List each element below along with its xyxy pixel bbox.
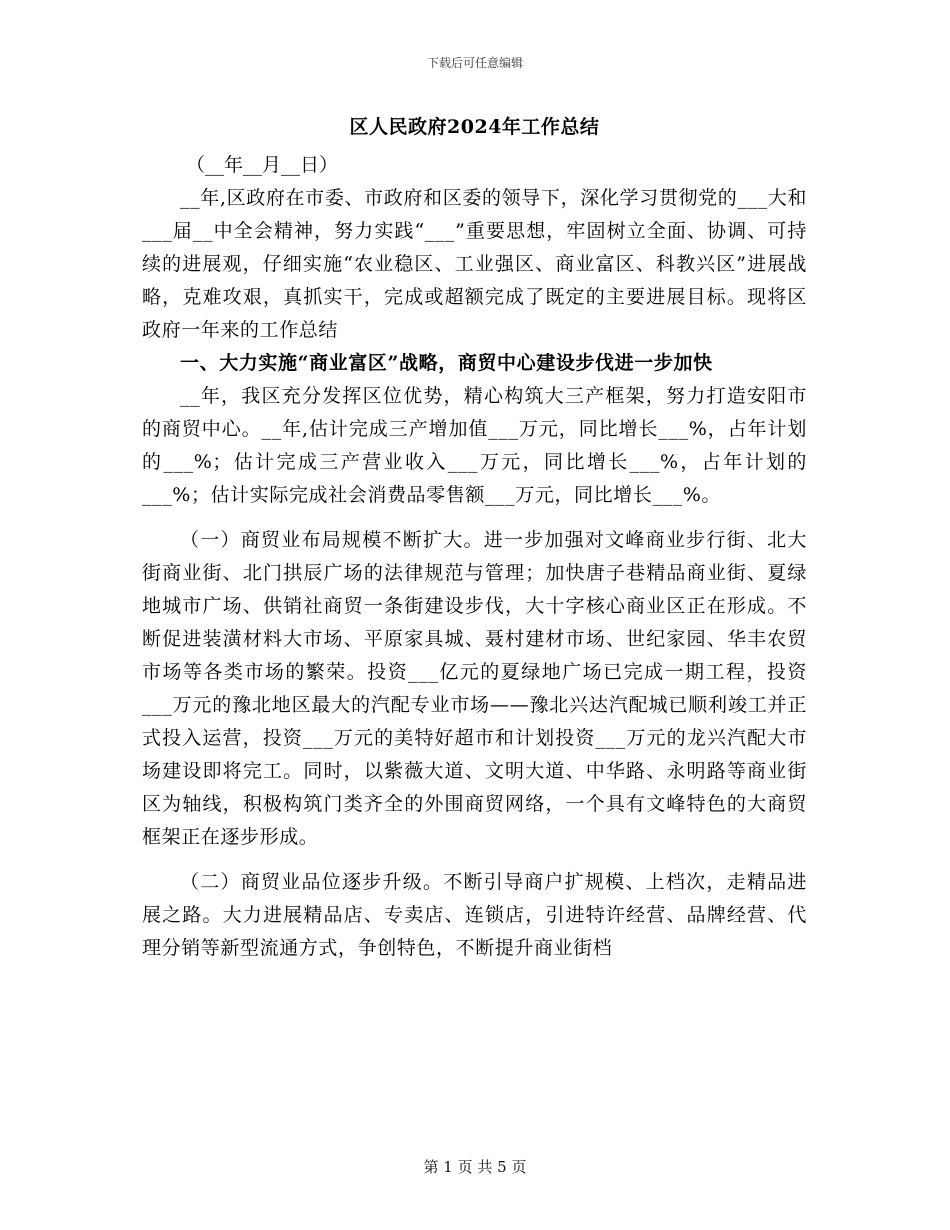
document-body bbox=[142, 112, 807, 965]
intro-paragraph: __年,区政府在市委、市政府和区委的领导下，深化学习贯彻党的___大和___届__中全会精神，努力实践“___”重要思想，牢固树立全面、协调、可持续的进展观，仔细实施“农业稳区、工业强区、商业富区、科教兴区”进展战略，克难攻艰，真抓实干，完成或超额完成了既定的主要进展目标。现将区政府一年来的工作总结 bbox=[142, 187, 807, 341]
date-line: （__年__月__日） bbox=[186, 154, 339, 176]
section-heading-1: 一、大力实施“商业富区”战略，商贸中心建设步伐进一步加快 bbox=[180, 352, 713, 374]
section1-paragraph-3: （二）商贸业品位逐步升级。不断引导商户扩规模、上档次，走精品进展之路。大力进展精品店、专卖店、连锁店，引进特许经营、品牌经营、代理分销等新型流通方式，争创特色，不断提升商业街档 bbox=[142, 871, 807, 959]
document-title: 区人民政府2024年工作总结 bbox=[349, 116, 600, 138]
section1-paragraph-1: __年，我区充分发挥区位优势，精心构筑大三产框架，努力打造安阳市的商贸中心。__年,估计完成三产增加值___万元，同比增长___%，占年计划的___%；估计完成三产营业收入___万元，同比增长___%，占年计划的___%；估计实际完成社会消费品零售额___万元，同比增长___%。 bbox=[142, 385, 807, 506]
page-number: 第 1 页 共 5 页 bbox=[423, 1158, 527, 1176]
section1-paragraph-2: （一）商贸业布局规模不断扩大。进一步加强对文峰商业步行街、北大街商业街、北门拱辰广场的法律规范与管理；加快唐子巷精品商业街、夏绿地城市广场、供销社商贸一条街建设步伐，大十字核心商业区正在形成。不断促进装潢材料大市场、平原家具城、聂村建材市场、世纪家园、华丰农贸市场等各类市场的繁荣。投资___亿元的夏绿地广场已完成一期工程，投资___万元的豫北地区最大的汽配专业市场——豫北兴达汽配城已顺利竣工并正式投入运营，投资___万元的美特好超市和计划投资___万元的龙兴汽配大市场建设即将完工。同时，以紫薇大道、文明大道、中华路、永明路等商业街区为轴线，积极构筑门类齐全的外围商贸网络，一个具有文峰特色的大商贸框架正在逐步形成。 bbox=[142, 529, 807, 848]
page-header-note: 下载后可任意编辑 bbox=[426, 56, 523, 70]
